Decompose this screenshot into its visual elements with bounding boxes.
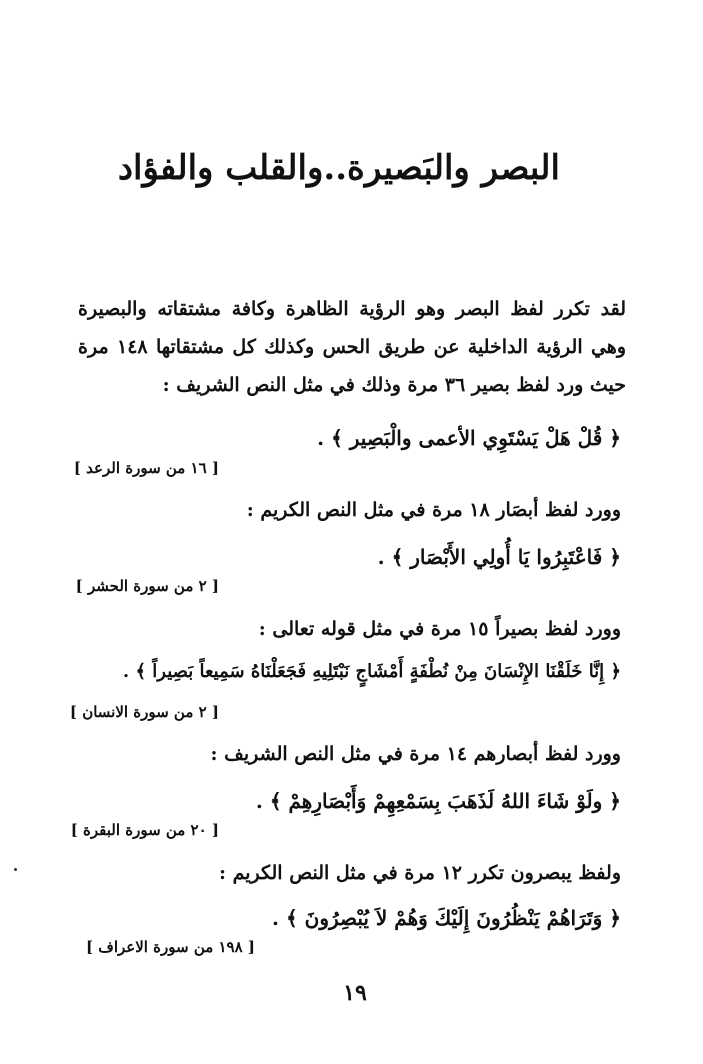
- section-lead-2: وورد لفظ أبصَار ١٨ مرة في مثل النص الكريم :: [246, 499, 621, 521]
- verse-reference-3: [ ٢ من سورة الانسان ]: [69, 703, 219, 721]
- verse-2: ﴿ فَاعْتَبِرُوا يَا أُولِي الأَبْصَار ﴾ .: [377, 545, 621, 569]
- section-lead-3: وورد لفظ بصيراً ١٥ مرة في مثل قوله تعالى :: [258, 618, 621, 640]
- scan-speck: [14, 868, 17, 871]
- verse-reference-5: [ ١٩٨ من سورة الاعراف ]: [85, 938, 255, 956]
- verse-5: ﴿ وَتَرَاهُمْ يَنْظُرُونَ إِلَيْكَ وَهُمْ لاَ يُبْصِرُونَ ﴾ .: [272, 906, 621, 930]
- verse-1: ﴿ قُلْ هَلْ يَسْتَوِي الأعمى والْبَصِير ﴾ .: [317, 426, 621, 450]
- page-number: ١٩: [343, 980, 367, 1006]
- page-title: البصر والبَصيرة..والقلب والفؤاد: [117, 148, 560, 188]
- verse-reference-2: [ ٢ من سورة الحشر ]: [75, 577, 219, 595]
- verse-3: ﴿ إِنَّا خَلَقْنَا الإِنْسَانَ مِنْ نُطْفَةٍ أَمْشَاجٍ نَبْتَلِيهِ فَجَعَلْنَاهُ سَمِيعاً بَصِيراً ﴾ .: [122, 661, 621, 682]
- section-lead-4: وورد لفظ أبصارهم ١٤ مرة في مثل النص الشريف :: [210, 743, 621, 765]
- verse-4: ﴿ ولَوْ شَاءَ اللهُ لَذَهَبَ بِسَمْعِهِمْ وَأَبْصَارِهِمْ ﴾ .: [255, 789, 621, 813]
- verse-reference-4: [ ٢٠ من سورة البقرة ]: [70, 821, 219, 839]
- intro-paragraph: لقد تكرر لفظ البصر وهو الرؤية الظاهرة وكافة مشتقاته والبصيرة وهي الرؤية الداخلية عن طريق الحس وكذلك كل مشتقاتها ١٤٨ مرة حيث ورد لفظ بصير ٣٦ مرة وذلك في مثل النص الشريف :: [78, 298, 626, 396]
- section-lead-5: ولفظ يبصرون تكرر ١٢ مرة في مثل النص الكريم :: [218, 862, 621, 884]
- verse-reference-1: [ ١٦ من سورة الرعد ]: [73, 459, 219, 477]
